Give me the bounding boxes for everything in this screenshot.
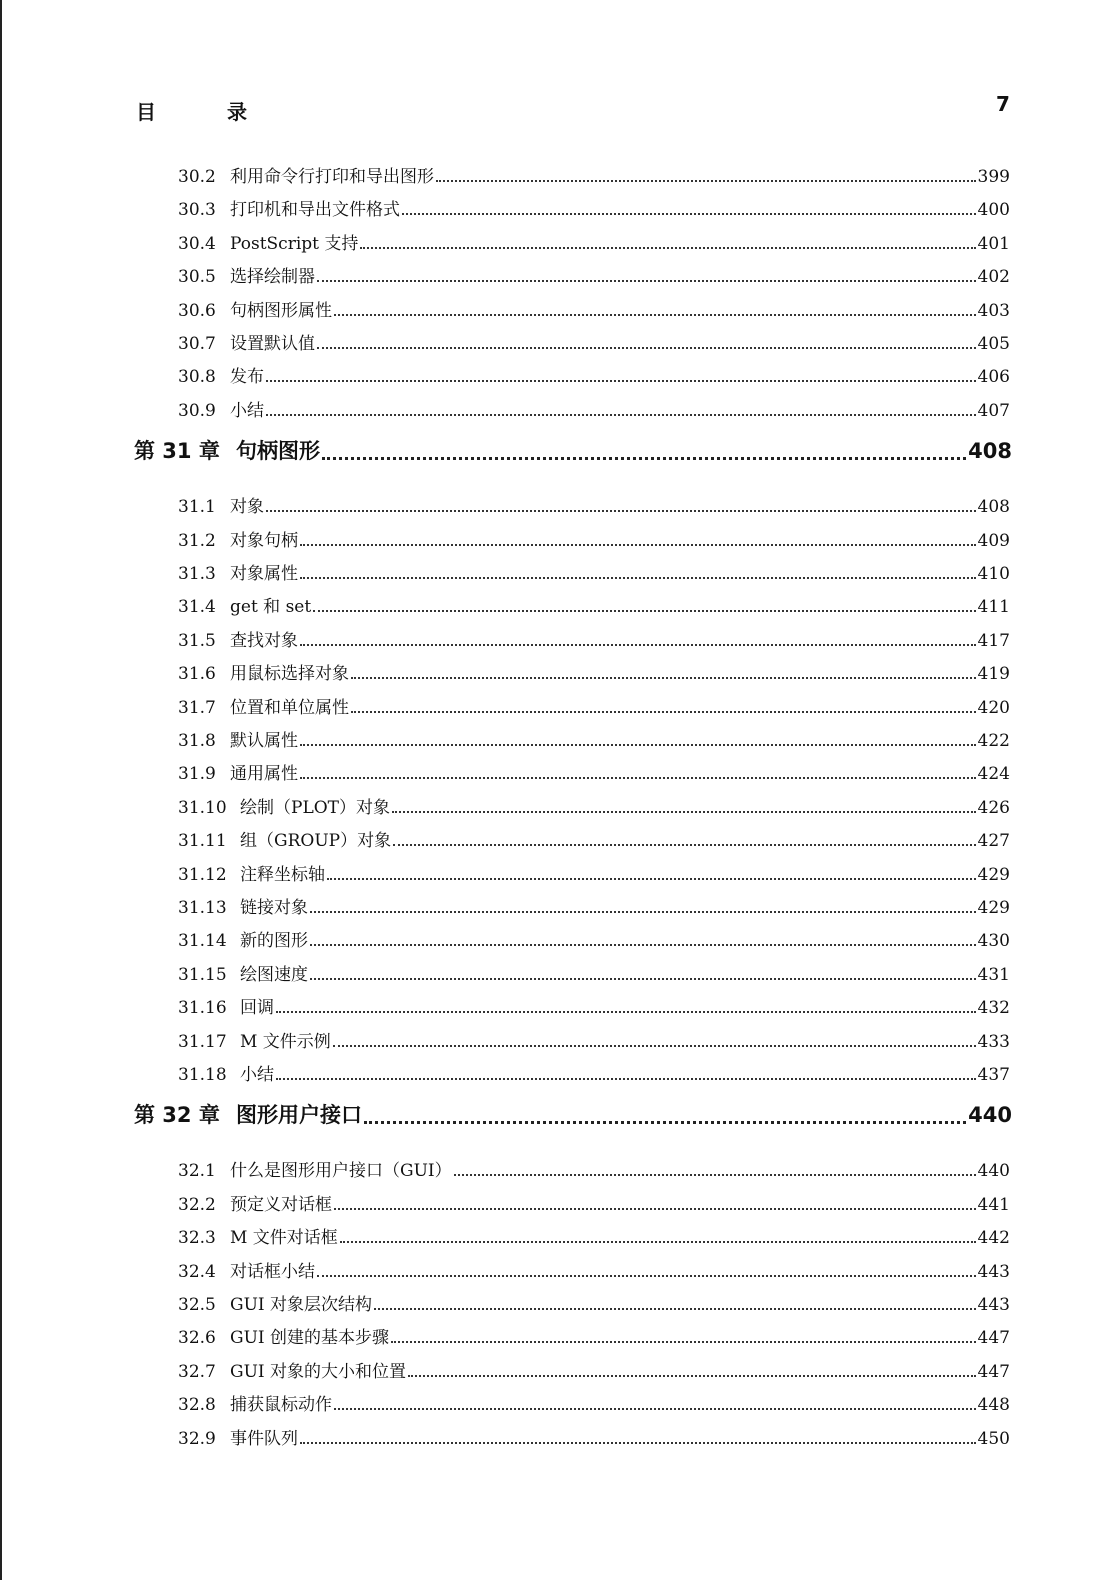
section-number: 32.2 xyxy=(178,1194,216,1215)
toc-section-row[interactable] xyxy=(178,526,1010,550)
section-title: get 和 set xyxy=(230,597,312,618)
chapter-title: 图形用户接口 xyxy=(236,1103,362,1128)
toc-section-row[interactable] xyxy=(178,229,1010,253)
page-reference: 399 xyxy=(977,167,1010,187)
dot-leader xyxy=(408,1375,976,1377)
section-number: 31.9 xyxy=(178,764,216,785)
dot-leader xyxy=(300,744,976,746)
page-reference: 440 xyxy=(968,1103,1012,1128)
page-title: 目 录 xyxy=(136,100,279,124)
section-title: 对象 xyxy=(230,497,264,518)
page-reference: 447 xyxy=(977,1328,1010,1349)
section-number: 32.5 xyxy=(178,1295,216,1315)
toc-section-row[interactable] xyxy=(178,793,1010,817)
dot-leader xyxy=(266,510,976,512)
section-title: M 文件对话框 xyxy=(230,1228,338,1249)
section-number: 32.1 xyxy=(178,1161,216,1182)
toc-section-row[interactable] xyxy=(178,860,1010,884)
section-number: 30.5 xyxy=(178,267,216,288)
toc-section-row[interactable] xyxy=(178,396,1010,420)
section-number: 31.1 xyxy=(178,497,216,518)
toc-section-row[interactable] xyxy=(178,726,1010,750)
section-number: 30.6 xyxy=(178,300,216,321)
toc-section-row[interactable] xyxy=(178,826,1010,850)
section-number: 32.7 xyxy=(178,1361,216,1382)
section-number: 30.7 xyxy=(178,334,216,354)
section-title: 对话框小结 xyxy=(230,1261,315,1282)
dot-leader xyxy=(351,711,976,713)
toc-section-row[interactable] xyxy=(178,1323,1010,1347)
dot-leader xyxy=(374,1308,976,1310)
section-number: 32.9 xyxy=(178,1428,216,1449)
toc-section-row[interactable] xyxy=(178,1156,1010,1180)
dot-leader xyxy=(313,610,975,612)
dot-leader xyxy=(310,911,976,913)
toc-section-row[interactable] xyxy=(178,162,1010,186)
toc-section-row[interactable] xyxy=(178,893,1010,917)
page-reference: 448 xyxy=(977,1395,1010,1416)
toc-section-row[interactable] xyxy=(178,1290,1010,1314)
section-title: 什么是图形用户接口（GUI） xyxy=(230,1161,452,1182)
section-number: 31.3 xyxy=(178,564,216,584)
section-number: 32.4 xyxy=(178,1261,216,1282)
chapter-title: 句柄图形 xyxy=(236,439,320,464)
section-title: 发布 xyxy=(230,367,264,388)
dot-leader xyxy=(310,944,976,946)
toc-section-row[interactable] xyxy=(178,559,1010,583)
page-reference: 433 xyxy=(977,1031,1010,1052)
section-title: 位置和单位属性 xyxy=(230,697,349,718)
section-title: 绘制（PLOT）对象 xyxy=(240,797,391,818)
toc-chapter-row[interactable] xyxy=(134,435,1012,465)
toc-section-row[interactable] xyxy=(178,659,1010,683)
section-title: 预定义对话框 xyxy=(230,1194,332,1215)
dot-leader xyxy=(334,1408,976,1410)
section-number: 31.6 xyxy=(178,664,216,685)
section-title: M 文件示例 xyxy=(240,1031,331,1052)
section-title: 新的图形 xyxy=(240,931,308,952)
page-reference: 417 xyxy=(977,630,1010,651)
section-number: 31.17 xyxy=(178,1031,227,1052)
chapter-number: 第 31 章 xyxy=(134,439,220,464)
page-reference: 427 xyxy=(977,831,1010,852)
dot-leader xyxy=(392,811,976,813)
section-number: 31.16 xyxy=(178,998,227,1019)
toc-section-row[interactable] xyxy=(178,1190,1010,1214)
page-reference: 430 xyxy=(977,931,1010,952)
dot-leader xyxy=(327,878,976,880)
page-reference: 405 xyxy=(977,334,1010,354)
toc-section-row[interactable] xyxy=(178,492,1010,516)
dot-leader xyxy=(317,347,976,349)
dot-leader xyxy=(393,844,975,846)
section-number: 30.9 xyxy=(178,400,216,421)
page-reference: 408 xyxy=(977,497,1010,518)
section-title: 选择绘制器 xyxy=(230,267,315,288)
page-reference: 422 xyxy=(977,731,1010,751)
section-title: 通用属性 xyxy=(230,764,298,785)
section-title: 小结 xyxy=(230,400,264,421)
toc-section-row[interactable] xyxy=(178,1424,1010,1448)
chapter-number: 第 32 章 xyxy=(134,1103,220,1128)
dot-leader xyxy=(310,978,976,980)
toc-section-row[interactable] xyxy=(178,195,1010,219)
toc-chapter-row[interactable] xyxy=(134,1099,1012,1129)
section-number: 32.6 xyxy=(178,1328,216,1349)
page-reference: 420 xyxy=(977,697,1010,718)
dot-leader xyxy=(266,380,976,382)
dot-leader xyxy=(300,777,976,779)
section-number: 31.8 xyxy=(178,731,216,751)
dot-leader xyxy=(317,280,976,282)
page-reference: 447 xyxy=(977,1361,1010,1382)
page-reference: 406 xyxy=(977,367,1010,388)
page-reference: 402 xyxy=(977,267,1010,288)
dot-leader xyxy=(276,1078,976,1080)
dot-leader xyxy=(334,314,976,316)
section-title: 回调 xyxy=(240,998,274,1019)
toc-section-row[interactable] xyxy=(178,1027,1010,1051)
section-number: 30.2 xyxy=(178,167,216,187)
section-number: 31.4 xyxy=(178,597,216,618)
toc-section-row[interactable] xyxy=(178,960,1010,984)
section-number: 31.11 xyxy=(178,831,227,852)
dot-leader xyxy=(402,213,976,215)
section-title: 注释坐标轴 xyxy=(240,864,325,885)
page-reference: 441 xyxy=(977,1194,1010,1215)
page-reference: 437 xyxy=(977,1065,1010,1085)
page-reference: 409 xyxy=(977,530,1010,551)
section-title: 利用命令行打印和导出图形 xyxy=(230,167,434,187)
section-title: 查找对象 xyxy=(230,630,298,651)
dot-leader xyxy=(333,1045,976,1047)
section-title: 绘图速度 xyxy=(240,964,308,985)
page-reference: 440 xyxy=(977,1161,1010,1182)
page-reference: 407 xyxy=(977,400,1010,421)
dot-leader xyxy=(334,1208,976,1210)
section-number: 31.12 xyxy=(178,864,227,885)
page-reference: 429 xyxy=(977,864,1010,885)
section-title: GUI 对象层次结构 xyxy=(230,1295,373,1315)
section-title: 打印机和导出文件格式 xyxy=(230,200,400,221)
page-reference: 410 xyxy=(977,564,1010,584)
page-reference: 432 xyxy=(977,998,1010,1019)
section-title: 捕获鼠标动作 xyxy=(230,1395,332,1416)
toc-section-row[interactable] xyxy=(178,592,1010,616)
toc-section-row[interactable] xyxy=(178,926,1010,950)
page-header xyxy=(0,0,1110,140)
toc-section-row[interactable] xyxy=(178,1390,1010,1414)
page-reference: 429 xyxy=(977,898,1010,918)
page-number: 7 xyxy=(996,92,1010,116)
section-number: 32.8 xyxy=(178,1395,216,1416)
section-title: 句柄图形属性 xyxy=(230,300,332,321)
section-number: 31.10 xyxy=(178,797,227,818)
toc-section-row[interactable] xyxy=(178,993,1010,1017)
page-reference: 411 xyxy=(977,597,1010,618)
dot-leader xyxy=(340,1241,976,1243)
section-number: 31.15 xyxy=(178,964,227,985)
toc-section-row[interactable] xyxy=(178,329,1010,353)
section-title: PostScript 支持 xyxy=(230,233,359,254)
page-reference: 443 xyxy=(977,1295,1010,1315)
dot-leader xyxy=(360,247,975,249)
dot-leader xyxy=(276,1011,976,1013)
page-reference: 424 xyxy=(977,764,1010,785)
page-reference: 431 xyxy=(977,964,1010,985)
toc-section-row[interactable] xyxy=(178,362,1010,386)
section-number: 30.4 xyxy=(178,233,216,254)
section-title: GUI 对象的大小和位置 xyxy=(230,1361,407,1382)
toc-section-row[interactable] xyxy=(178,1357,1010,1381)
dot-leader xyxy=(300,577,976,579)
dot-leader xyxy=(300,544,976,546)
section-title: 链接对象 xyxy=(240,898,308,918)
page-reference: 401 xyxy=(977,233,1010,254)
dot-leader xyxy=(322,457,966,460)
dot-leader xyxy=(436,180,976,182)
toc-section-row[interactable] xyxy=(178,693,1010,717)
section-title: GUI 创建的基本步骤 xyxy=(230,1328,390,1349)
page-reference: 419 xyxy=(977,664,1010,685)
section-title: 小结 xyxy=(240,1065,274,1085)
page-reference: 442 xyxy=(977,1228,1010,1249)
dot-leader xyxy=(364,1121,966,1124)
dot-leader xyxy=(300,644,976,646)
toc-section-row[interactable] xyxy=(178,1060,1010,1084)
section-number: 31.14 xyxy=(178,931,227,952)
dot-leader xyxy=(454,1174,976,1176)
section-title: 默认属性 xyxy=(230,731,298,751)
section-number: 31.7 xyxy=(178,697,216,718)
page-reference: 443 xyxy=(977,1261,1010,1282)
page-reference: 400 xyxy=(977,200,1010,221)
toc-section-row[interactable] xyxy=(178,759,1010,783)
toc-section-row[interactable] xyxy=(178,1223,1010,1247)
section-number: 30.3 xyxy=(178,200,216,221)
section-title: 对象句柄 xyxy=(230,530,298,551)
section-number: 31.13 xyxy=(178,898,227,918)
toc-section-row[interactable] xyxy=(178,626,1010,650)
section-title: 设置默认值 xyxy=(230,334,315,354)
section-number: 31.2 xyxy=(178,530,216,551)
section-number: 31.5 xyxy=(178,630,216,651)
section-title: 组（GROUP）对象 xyxy=(240,831,392,852)
section-title: 用鼠标选择对象 xyxy=(230,664,349,685)
dot-leader xyxy=(391,1341,976,1343)
page-reference: 403 xyxy=(977,300,1010,321)
toc-section-row[interactable] xyxy=(178,296,1010,320)
page-reference: 408 xyxy=(968,439,1012,464)
dot-leader xyxy=(317,1275,976,1277)
page-reference: 426 xyxy=(977,797,1010,818)
toc-section-row[interactable] xyxy=(178,262,1010,286)
dot-leader xyxy=(351,677,976,679)
section-title: 事件队列 xyxy=(230,1428,298,1449)
section-number: 32.3 xyxy=(178,1228,216,1249)
dot-leader xyxy=(266,414,976,416)
page-edge xyxy=(0,0,2,1580)
section-number: 31.18 xyxy=(178,1065,227,1085)
toc-section-row[interactable] xyxy=(178,1257,1010,1281)
section-number: 30.8 xyxy=(178,367,216,388)
page-reference: 450 xyxy=(977,1428,1010,1449)
section-title: 对象属性 xyxy=(230,564,298,584)
dot-leader xyxy=(300,1442,976,1444)
